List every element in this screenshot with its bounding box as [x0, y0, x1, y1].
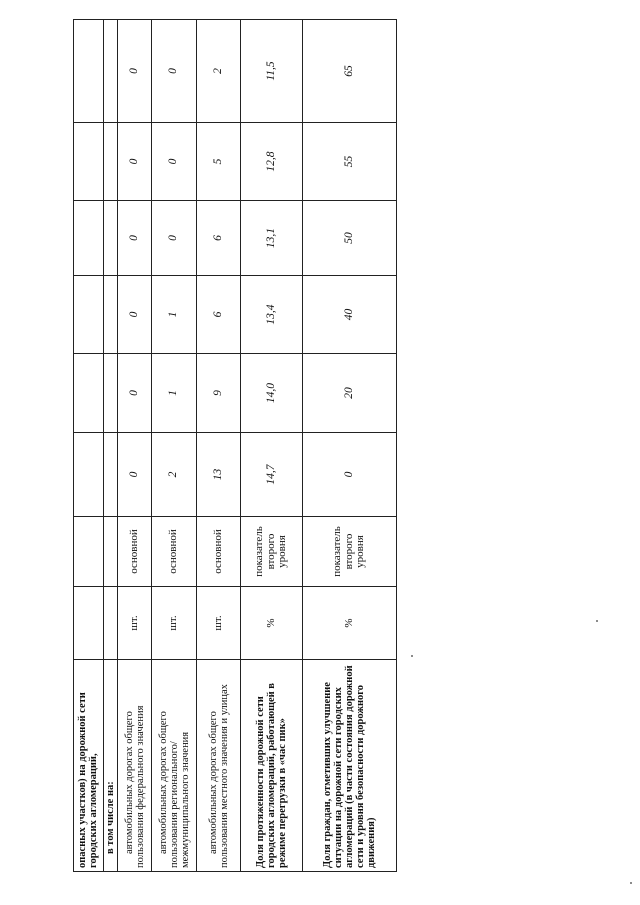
- row-value: [74, 433, 104, 517]
- row-value: 13,1: [241, 201, 303, 276]
- row-value: 0: [118, 201, 152, 276]
- row-value: [74, 201, 104, 276]
- row-value: 50: [303, 201, 397, 276]
- row-name: Доля граждан, отметивших улучшение ситуации на дорожной сети городских агломераций (в части состояния дорожной сети и уровня безопасности дорожного движения): [303, 660, 397, 872]
- row-value: 2: [152, 433, 197, 517]
- row-unit: шт.: [197, 587, 241, 660]
- row-name: Доля протяженности дорожной сети городских агломераций, работающей в режиме перегрузки в «час пик»: [241, 660, 303, 872]
- row-name: в том числе на:: [104, 660, 118, 872]
- row-name: автомобильных дорогах общего пользования местного значения и улицах: [197, 660, 241, 872]
- row-value: 0: [152, 201, 197, 276]
- rotated-table-wrapper: [73, 20, 395, 872]
- row-value: [104, 276, 118, 354]
- row-value: 2: [197, 20, 241, 123]
- scan-speck: [596, 620, 598, 622]
- row-value: [74, 354, 104, 433]
- row-value: 1: [152, 354, 197, 433]
- row-value: 14,0: [241, 354, 303, 433]
- row-value: 0: [118, 354, 152, 433]
- row-unit: [104, 587, 118, 660]
- row-value: 11,5: [241, 20, 303, 123]
- table-row: [197, 20, 241, 872]
- row-type: показатель второго уровня: [303, 517, 397, 587]
- row-value: [104, 433, 118, 517]
- row-value: 0: [118, 20, 152, 123]
- row-unit: %: [241, 587, 303, 660]
- row-unit: шт.: [152, 587, 197, 660]
- row-value: [104, 123, 118, 201]
- row-type: [74, 517, 104, 587]
- row-value: 12,8: [241, 123, 303, 201]
- row-value: [104, 354, 118, 433]
- row-type: основной: [152, 517, 197, 587]
- row-name: автомобильных дорогах общего пользования федерального значения: [118, 660, 152, 872]
- row-type: основной: [197, 517, 241, 587]
- row-value: 0: [152, 20, 197, 123]
- row-value: 55: [303, 123, 397, 201]
- indicator-table: [73, 19, 397, 872]
- row-value: 5: [197, 123, 241, 201]
- table-row: [303, 20, 397, 872]
- table-row: [118, 20, 152, 872]
- row-value: 40: [303, 276, 397, 354]
- table-row: [241, 20, 303, 872]
- table-row: [152, 20, 197, 872]
- row-value: 6: [197, 276, 241, 354]
- row-value: [74, 123, 104, 201]
- row-value: [104, 20, 118, 123]
- row-unit: шт.: [118, 587, 152, 660]
- row-unit: [74, 587, 104, 660]
- row-value: [74, 20, 104, 123]
- row-value: 0: [118, 276, 152, 354]
- row-name: автомобильных дорогах общего пользования регионального/ межмуниципального значения: [152, 660, 197, 872]
- row-value: 65: [303, 20, 397, 123]
- table-row: [104, 20, 118, 872]
- row-value: 0: [118, 123, 152, 201]
- row-value: 9: [197, 354, 241, 433]
- row-type: показатель второго уровня: [241, 517, 303, 587]
- row-name: опасных участков) на дорожной сети городских агломераций,: [74, 660, 104, 872]
- row-type: основной: [118, 517, 152, 587]
- row-value: 1: [152, 276, 197, 354]
- row-type: [104, 517, 118, 587]
- row-value: 13,4: [241, 276, 303, 354]
- row-value: 13: [197, 433, 241, 517]
- scan-speck: [411, 655, 413, 657]
- row-value: 20: [303, 354, 397, 433]
- row-value: 6: [197, 201, 241, 276]
- table-row: [74, 20, 104, 872]
- row-value: 0: [152, 123, 197, 201]
- row-value: 14,7: [241, 433, 303, 517]
- row-value: 0: [118, 433, 152, 517]
- row-unit: %: [303, 587, 397, 660]
- row-value: [74, 276, 104, 354]
- row-value: [104, 201, 118, 276]
- row-value: 0: [303, 433, 397, 517]
- scan-speck: [630, 882, 632, 884]
